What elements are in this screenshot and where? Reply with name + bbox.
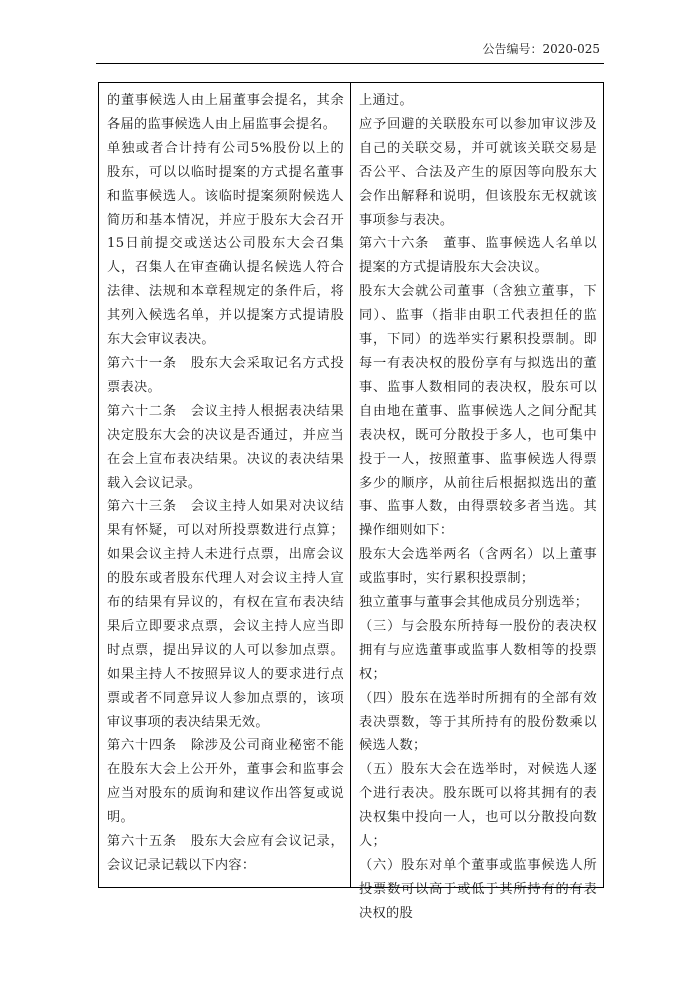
- paragraph: 独立董事与董事会其他成员分别选举；: [359, 595, 589, 611]
- paragraph: （五）股东大会在选举时，对候选人逐个进行表决。股东既可以将其拥有的表决权集中投向一人，也可以分散投向数人；: [359, 762, 597, 850]
- notice-number: 公告编号：2020-025: [482, 42, 600, 56]
- paragraph: 第六十二条 会议主持人根据表决结果决定股东大会的决议是否通过，并应当在会上宣布表决结果。决议的表决结果载入会议记录。: [107, 403, 344, 491]
- paragraph: 股东大会就公司董事（含独立董事，下同）、监事（指非由职工代表担任的监事，下同）的选举实行累积投票制。即每一有表决权的股份享有与拟选出的董事、监事人数相同的表决权，股东可以自由地在董事、监事候选人之间分配其表决权，既可分散投于多人，也可集中投于一人，按照董事、监事候选人得票多少的顺序，从前往后根据拟选出的董事、监事人数，由得票较多者当选。其操作细则如下：: [359, 284, 597, 539]
- paragraph: 第六十四条 除涉及公司商业秘密不能在股东大会上公开外，董事会和监事会应当对股东的质询和建议作出答复或说明。: [107, 738, 344, 826]
- paragraph: 的董事候选人由上届董事会提名，其余各届的监事候选人由上届监事会提名。: [107, 93, 344, 132]
- paragraph: 第六十三条 会议主持人如果对决议结果有怀疑，可以对所投票数进行点算；如果会议主持人未进行点票，出席会议的股东或者股东代理人对会议主持人宣布的结果有异议的，有权在宣布表决结果后立即要求点票，会议主持人应当即时点票，提出异议的人可以参加点票。如果主持人不按照异议人的要求进行点票或者不同意异议人参加点票的，该项审议事项的表决结果无效。: [107, 499, 344, 730]
- paragraph: （三）与会股东所持每一股份的表决权拥有与应选董事或监事人数相等的投票权；: [359, 618, 597, 682]
- left-column: [99, 83, 351, 887]
- paragraph: 股东大会选举两名（含两名）以上董事或监事时，实行累积投票制；: [359, 547, 597, 587]
- paragraph: 应予回避的关联股东可以参加审议涉及自己的关联交易，并可就该关联交易是否公平、合法及产生的原因等向股东大会作出解释和说明，但该股东无权就该事项参与表决。: [359, 116, 597, 228]
- paragraph: 第六十五条 股东大会应有会议记录，会议记录记载以下内容：: [107, 834, 344, 873]
- paragraph: 单独或者合计持有公司5%股份以上的股东，可以以临时提案的方式提名董事和监事候选人。该临时提案须附候选人简历和基本情况，并应于股东大会召开15日前提交或送达公司股东大会召集人，召集人在审查确认提名候选人符合法律、法规和本章程规定的条件后，将其列入候选名单，并以提案方式提请股东大会审议表决。: [107, 140, 344, 348]
- right-column: [351, 83, 603, 921]
- paragraph: 第六十六条 董事、监事候选人名单以提案的方式提请股东大会决议。: [359, 236, 597, 276]
- paragraph: （四）股东在选举时所拥有的全部有效表决票数，等于其所持有的股份数乘以候选人数；: [359, 690, 597, 754]
- articles-table: [98, 82, 604, 921]
- paragraph: 上通过。: [359, 93, 413, 108]
- header-divider: [96, 63, 604, 64]
- paragraph: 第六十一条 股东大会采取记名方式投票表决。: [107, 355, 344, 395]
- paragraph: （六）股东对单个董事或监事候选人所投票数可以高于或低于其所持有的有表决权的股: [359, 858, 597, 921]
